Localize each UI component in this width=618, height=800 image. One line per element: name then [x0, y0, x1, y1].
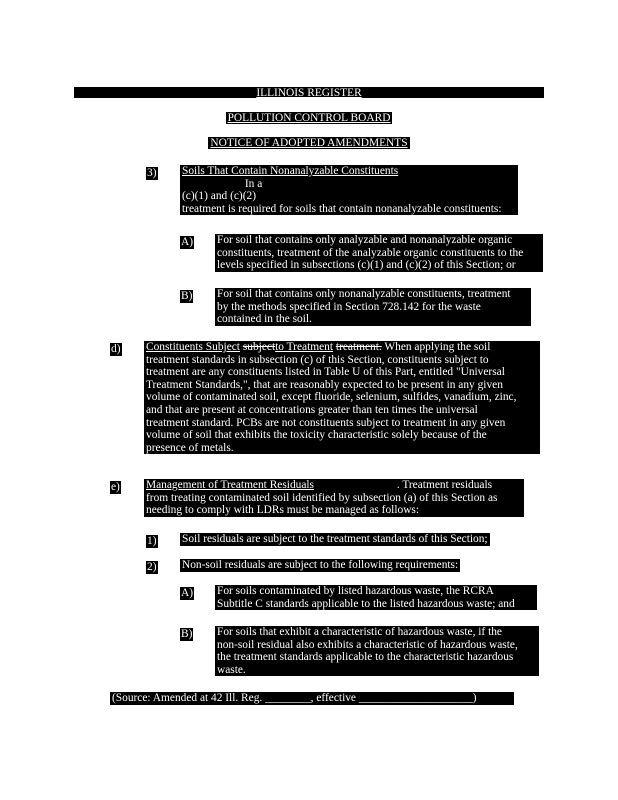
section-e-line: needing to comply with LDRs must be managed as follows:: [146, 504, 420, 517]
section-d-title-b: to Treatment: [275, 341, 334, 353]
register-title: ILLINOIS REGISTER: [256, 87, 362, 99]
item-3-line3: treatment is required for soils that contain nonanalyzable constituents:: [182, 202, 502, 215]
section-d-line: treatment standards in subsection (c) of this Section, constituents subject to: [146, 353, 489, 366]
section-e-a-marker: A): [181, 587, 194, 599]
item-3-a-line: For soil that contains only analyzable and nonanalyzable organic: [217, 234, 513, 246]
section-d-line: treatment are any constituents listed in Table U of this Part, entitled "Universal: [146, 366, 505, 379]
section-e-b-line: For soils that exhibit a characteristic of hazardous waste, if the: [217, 626, 502, 638]
item-3-marker: 3): [147, 167, 157, 179]
source-line: (Source: Amended at 42 Ill. Reg. ________, effective ____________________): [110, 692, 514, 705]
section-d-line: presence of metals.: [146, 441, 234, 454]
section-e-a-line: For soils contaminated by listed hazardous waste, the RCRA: [217, 585, 494, 597]
section-e-marker: e): [111, 481, 120, 493]
section-e-1-marker: 1): [147, 535, 157, 547]
item-3-block: Soils That Contain Nonanalyzable Constituents x x In a (c)(1) and (c)(2) treatment is required for soils that contain nonanalyzable constituents:: [180, 165, 518, 215]
section-e-b-marker: B): [181, 628, 193, 640]
section-e-title: Management of Treatment Residuals: [146, 479, 314, 491]
section-e-b-line: waste.: [217, 663, 246, 676]
section-d-struck2: treatment.: [335, 341, 382, 353]
section-e-a-block: [215, 585, 537, 610]
item-3-a-line: constituents, treatment of the analyzable organic constituents to the: [217, 246, 524, 259]
section-e-a-line: Subtitle C standards applicable to the listed hazardous waste; and: [217, 597, 515, 610]
item-3-line2: (c)(1) and (c)(2): [182, 190, 256, 203]
section-e-2-text: Non-soil residuals are subject to the following requirements:: [182, 559, 459, 571]
section-d-line: volume of contaminated soil, except fluoride, selenium, sulfides, vanadium, zinc,: [146, 391, 517, 404]
item-3-title: Soils That Contain Nonanalyzable Constituents: [182, 165, 399, 177]
item-3-b-marker: B): [181, 290, 193, 302]
register-header: [0, 87, 618, 100]
section-e-b-line: non-soil residual also exhibits a characteristic of hazardous waste,: [217, 638, 518, 651]
section-d-title: Constituents Subject: [146, 341, 240, 353]
section-e-block: Management of Treatment Residuals x . Treatment residuals from treating contaminated soil identified by subsection (a) of this Section as needing to comply with LDRs must be managed as follows:: [144, 479, 524, 517]
section-e-b-line: the treatment standards applicable to the characteristic hazardous: [217, 651, 514, 664]
section-e-line: from treating contaminated soil identified by subsection (a) of this Section as: [146, 491, 498, 504]
item-3-a-block: [215, 234, 543, 272]
section-e-title-rest: . Treatment residuals: [396, 479, 493, 491]
section-e-1-text: Soil residuals are subject to the treatment standards of this Section;: [182, 533, 488, 545]
notice-header: [0, 137, 618, 150]
item-3-a-line: levels specified in subsections (c)(1) and (c)(2) of this Section; or: [217, 259, 516, 272]
section-d-line: Treatment Standards,", that are reasonably expected to be present in any given: [146, 378, 503, 391]
section-e-2-marker: 2): [147, 561, 157, 573]
notice-title: NOTICE OF ADOPTED AMENDMENTS: [210, 137, 408, 149]
section-d-line1: When applying the soil: [384, 341, 491, 353]
section-d-block: [144, 341, 540, 454]
item-3-b-line: For soil that contains only nonanalyzable constituents, treatment: [217, 288, 511, 300]
item-3-b-line: by the methods specified in Section 728.142 for the waste: [217, 300, 481, 313]
section-d-struck: subject: [242, 341, 276, 353]
section-d-line: and that are present at concentrations greater than ten times the universal: [146, 403, 478, 416]
section-d-line: treatment standard. PCBs are not constituents subject to treatment in any given: [146, 416, 506, 429]
board-title: POLLUTION CONTROL BOARD: [227, 112, 391, 124]
section-d-line: volume of soil that exhibits the toxicity characteristic solely because of the: [146, 429, 487, 442]
item-3-b-block: [215, 288, 531, 326]
item-3-text-a: In a: [244, 177, 263, 190]
board-header: [0, 112, 618, 125]
item-3-a-marker: A): [181, 236, 194, 248]
section-e-b-block: [215, 626, 539, 676]
item-3-b-line: contained in the soil.: [217, 313, 312, 326]
section-d-marker: d): [111, 343, 121, 355]
